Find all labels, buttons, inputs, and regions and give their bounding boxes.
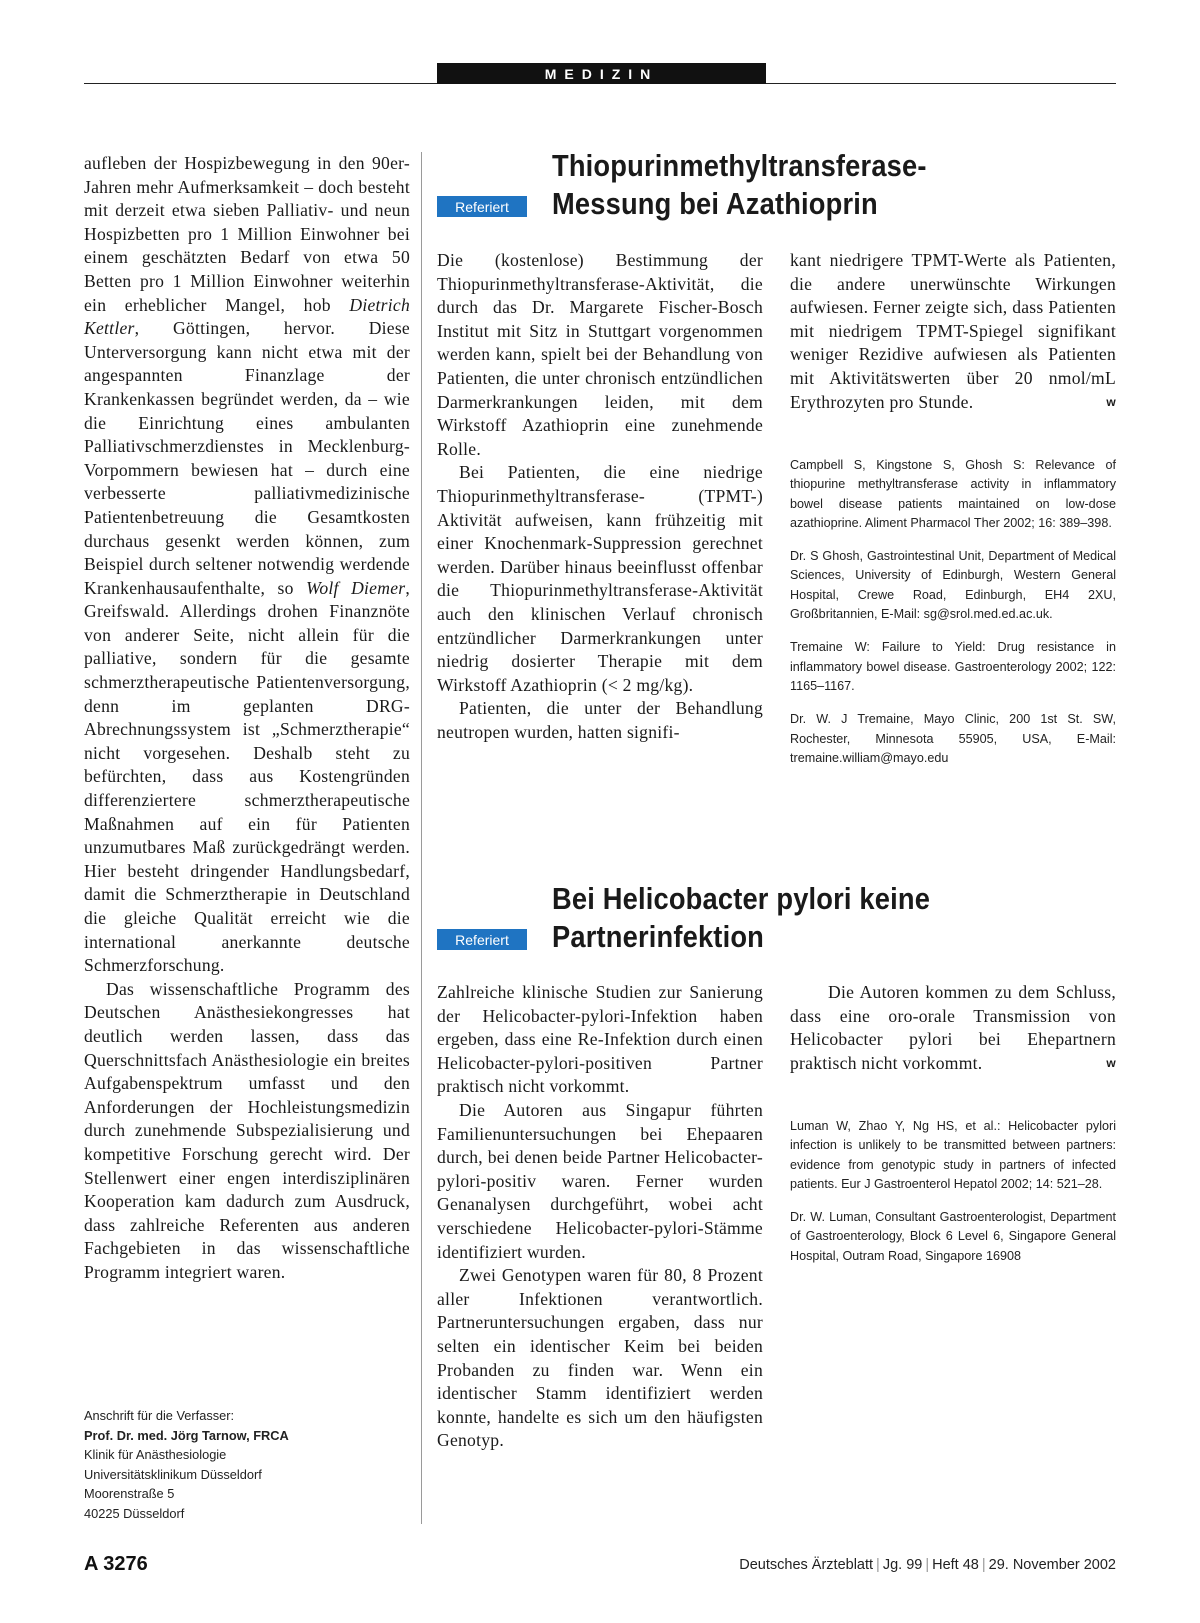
reference: Dr. S Ghosh, Gastrointestinal Unit, Department of Medical Sciences, University of Edinburgh, Western General Hospital, Crewe Road, Edinburgh, EH4 2XU, Großbritannien, E-Mail: sg@srol.med.ed.ac.uk.: [790, 549, 1116, 622]
address-line: Moorenstraße 5: [84, 1486, 175, 1501]
article1-col1: [437, 249, 763, 744]
journal-date: 29. November 2002: [988, 1557, 1116, 1573]
article1-references: [790, 456, 1116, 782]
article2-paragraph-4: Die Autoren kommen zu dem Schluss, dass eine oro-orale Transmission von Helicobacter pylori bei Ehepartnern praktisch nicht vorkommt. w: [790, 981, 1116, 1075]
column-divider: [421, 152, 422, 1524]
journal-name: Deutsches Ärzteblatt: [739, 1557, 874, 1573]
article2-col2: [790, 981, 1116, 1075]
article1-title-line1: Thiopurinmethyltransferase-: [552, 148, 927, 183]
left-paragraph-1: aufleben der Hospizbewegung in den 90er-Jahren mehr Aufmerksamkeit – doch besteht mit derzeit etwa sieben Palliativ- und neun Hospizbetten pro 1 Million Einwohner bei einem geschätzten Bedarf von etwa 50 Betten pro 1 Million Einwohner weiterhin ein erheblicher Mangel, hob Dietrich Kettler, Göttingen, hervor. Diese Unterversorgung kann nicht etwa mit der angespannten Finanzlage der Krankenkassen begründet werden, da – wie die Einrichtung eines ambulanten Palliativschmerzdienstes in Mecklenburg-Vorpommern bewiesen hat – durch eine verbesserte palliativmedizinische Patientenbetreuung die Gesamtkosten durchaus gesenkt werden können, zum Beispiel durch seltener notwendig werdende Krankenhausaufenthalte, so Wolf Diemer, Greifswald. Allerdings drohen Finanznöte von anderer Seite, nicht allein für die palliative, sondern für die gesamte schmerztherapeutische Patientenversorgung, denn im geplanten DRG-Abrechnungssystem ist „Schmerztherapie“ nicht vorgesehen. Deshalb steht zu befürchten, dass aus Kostengründen differenziertere schmerztherapeutische Maßnahmen auf ein für Patienten unzumutbares Maß zurückgedrängt werden. Hier besteht dringender Handlungsbedarf, damit die Schmerztherapie in Deutschland die gleiche Qualität erreicht wie die international anerkannte deutsche Schmerzforschung.: [84, 153, 411, 976]
reference: Dr. W. J Tremaine, Mayo Clinic, 200 1st St. SW, Rochester, Minnesota 55905, USA, E-Mail: tremaine.william@mayo.edu: [790, 712, 1116, 765]
article2-title-line1: Bei Helicobacter pylori keine: [552, 881, 931, 916]
article2-paragraph-3: Zwei Genotypen waren für 80, 8 Prozent aller Infektionen verantwortlich. Partneruntersuchungen ergaben, dass nur selten ein identischer Keim bei beiden Probanden zu finden war. Wenn ein identischer Stamm identifiziert werden konnte, handelte es sich um den häufigsten Genotyp.: [437, 1265, 763, 1451]
name-diemer: Wolf Diemer: [306, 577, 406, 598]
reference: Tremaine W: Failure to Yield: Drug resistance in inflammatory bowel disease. Gastroenterology 2002; 122: 1165–1167.: [790, 640, 1116, 693]
address-intro: Anschrift für die Verfasser:: [84, 1408, 235, 1423]
article1-paragraph-4: kant niedrigere TPMT-Werte als Patienten, die andere unerwünschte Wirkungen aufwiesen. Ferner zeigte sich, dass Patienten mit niedrigem TPMT-Spiegel signifikant weniger Rezidive aufwiesen als Patienten mit Aktivitätswerten über 20 nmol/mL Erythrozyten pro Stunde. w: [790, 249, 1116, 414]
author-address: [84, 1406, 404, 1523]
journal-issue: Heft 48: [932, 1557, 979, 1573]
article1-paragraph-2: Bei Patienten, die eine niedrige Thiopurinmethyltransferase- (TPMT-) Aktivität aufweisen, kann frühzeitig mit einer Knochenmark-Suppression gerechnet werden. Darüber hinaus beeinflusst offenbar die Thiopurinmethyltransferase-Aktivität auch den klinischen Verlauf chronisch entzündlicher Darmerkrankungen unter niedrig dosierter Therapie mit dem Wirkstoff Azathioprin (< 2 mg/kg).: [437, 462, 763, 695]
end-mark: w: [1106, 394, 1116, 409]
reference: Dr. W. Luman, Consultant Gastroenterologist, Department of Gastroenterology, Block 6 Level 6, Singapore General Hospital, Outram Road, Singapore 16908: [790, 1210, 1116, 1263]
article2-references: [790, 1117, 1116, 1280]
address-line: Universitätsklinikum Düsseldorf: [84, 1466, 262, 1482]
section-label: MEDIZIN: [437, 63, 766, 84]
left-paragraph-2: Das wissenschaftliche Programm des Deutschen Anästhesiekongresses hat deutlich werden lassen, dass das Querschnittsfach Anästhesiologie ein breites Aufgabenspektrum umfasst und den Anforderungen der Hochleistungsmedizin durch zunehmende Subspezialisierung und kompetitive Forschung gerecht wird. Der Stellenwert einer engen interdisziplinären Kooperation kam dadurch zum Ausdruck, dass zahlreiche Referenten aus anderen Fachgebieten in das wissenschaftliche Programm integriert waren.: [84, 978, 410, 1282]
article2-title: [552, 880, 930, 956]
article2-paragraph-1: Zahlreiche klinische Studien zur Sanierung der Helicobacter-pylori-Infektion haben ergeben, dass eine Re-Infektion durch einen Helicobacter-pylori-positiven Partner praktisch nicht vorkommt.: [437, 982, 763, 1097]
article2-title-line2: Partnerinfektion: [552, 919, 765, 954]
reference: Campbell S, Kingstone S, Ghosh S: Relevance of thiopurine methyltransferase activity in inflammatory bowel disease patients maintained on low-dose azathioprine. Aliment Pharmacol Ther 2002; 16: 389–398.: [790, 458, 1116, 530]
address-line: Klinik für Anästhesiologie: [84, 1447, 227, 1462]
article2-col1: [437, 981, 763, 1453]
article2-paragraph-2: Die Autoren aus Singapur führten Familienuntersuchungen bei Ehepaaren durch, bei denen beide Partner Helicobacter-pylori-positiv waren. Ferner wurden Genanalysen durchgeführt, wobei acht verschiedene Helicobacter-pylori-Stämme identifiziert wurden.: [437, 1099, 763, 1262]
article1-paragraph-3: Patienten, die unter der Behandlung neutropen wurden, hatten signifi-: [437, 698, 763, 742]
address-name: Prof. Dr. med. Jörg Tarnow, FRCA: [84, 1427, 289, 1443]
name-kettler: Dietrich Kettler: [84, 294, 411, 339]
article1-title: [552, 147, 927, 223]
article1-col2: [790, 249, 1116, 414]
article1-paragraph-1: Die (kostenlose) Bestimmung der Thiopurinmethyltransferase-Aktivität, die durch das Dr. Margarete Fischer-Bosch Institut mit Sitz in Stuttgart vorgenommen werden kann, spielt bei der Behandlung von Patienten, die unter chronisch entzündlichen Darmerkrankungen leiden, mit dem Wirkstoff Azathioprin eine zunehmende Rolle.: [437, 250, 763, 459]
journal-volume: Jg. 99: [882, 1557, 923, 1573]
left-column: [84, 152, 410, 1285]
reference: Luman W, Zhao Y, Ng HS, et al.: Helicobacter pylori infection is unlikely to be transmitted between partners: evidence from genotypic study in partners of infected patients. Eur J Gastroenterol Hepatol 2002; 14: 521–28.: [790, 1119, 1116, 1191]
article1-badge: Referiert: [437, 196, 527, 217]
journal-footer: Deutsches Ärzteblatt | Jg. 99 | Heft 48 | 29. November 2002: [739, 1557, 1116, 1573]
page-number: A 3276: [84, 1553, 148, 1575]
article1-title-line2: Messung bei Azathioprin: [552, 186, 878, 221]
article2-badge: Referiert: [437, 929, 527, 950]
address-line: 40225 Düsseldorf: [84, 1505, 185, 1521]
end-mark: w: [1106, 1055, 1116, 1070]
